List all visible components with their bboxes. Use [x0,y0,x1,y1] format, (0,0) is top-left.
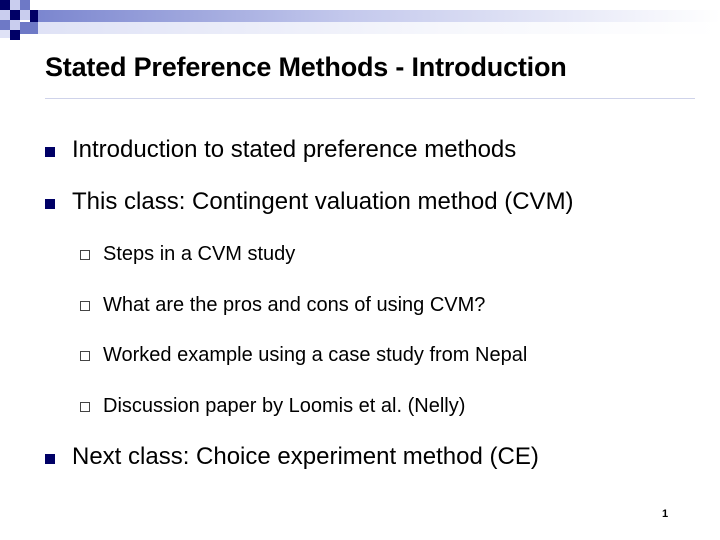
deco-square [0,10,10,20]
hollow-square-icon [80,402,90,412]
deco-square [0,20,10,30]
sub-bullet-text: Discussion paper by Loomis et al. (Nelly) [103,395,466,417]
hollow-square-icon [80,301,90,311]
deco-square [10,0,20,10]
deco-square [10,20,20,30]
page-number: 1 [662,508,669,520]
hollow-square-icon [80,351,90,361]
sub-bullet-text: Steps in a CVM study [103,243,296,265]
filled-square-icon [45,147,55,157]
filled-square-icon [45,199,55,209]
slide-title: Stated Preference Methods - Introduction [45,52,567,82]
deco-square [10,10,20,20]
hollow-square-icon [80,250,90,260]
deco-square [20,22,38,34]
bullet-text: Next class: Choice experiment method (CE) [72,443,539,470]
bullet-text: Introduction to stated preference methods [72,136,517,163]
title-underline [45,98,695,99]
sub-bullet-text: Worked example using a case study from Nepal [103,344,528,366]
deco-square [20,0,30,10]
deco-square [0,0,10,10]
filled-square-icon [45,454,55,464]
header-gradient-bar-light [38,22,720,34]
bullet-text: This class: Contingent valuation method (CVM) [72,188,574,215]
deco-square [10,30,20,40]
deco-square [0,30,10,38]
deco-square [30,10,38,22]
header-decoration [0,0,720,44]
header-gradient-bar [38,10,720,22]
sub-bullet-text: What are the pros and cons of using CVM? [103,294,486,316]
deco-square [20,10,30,20]
